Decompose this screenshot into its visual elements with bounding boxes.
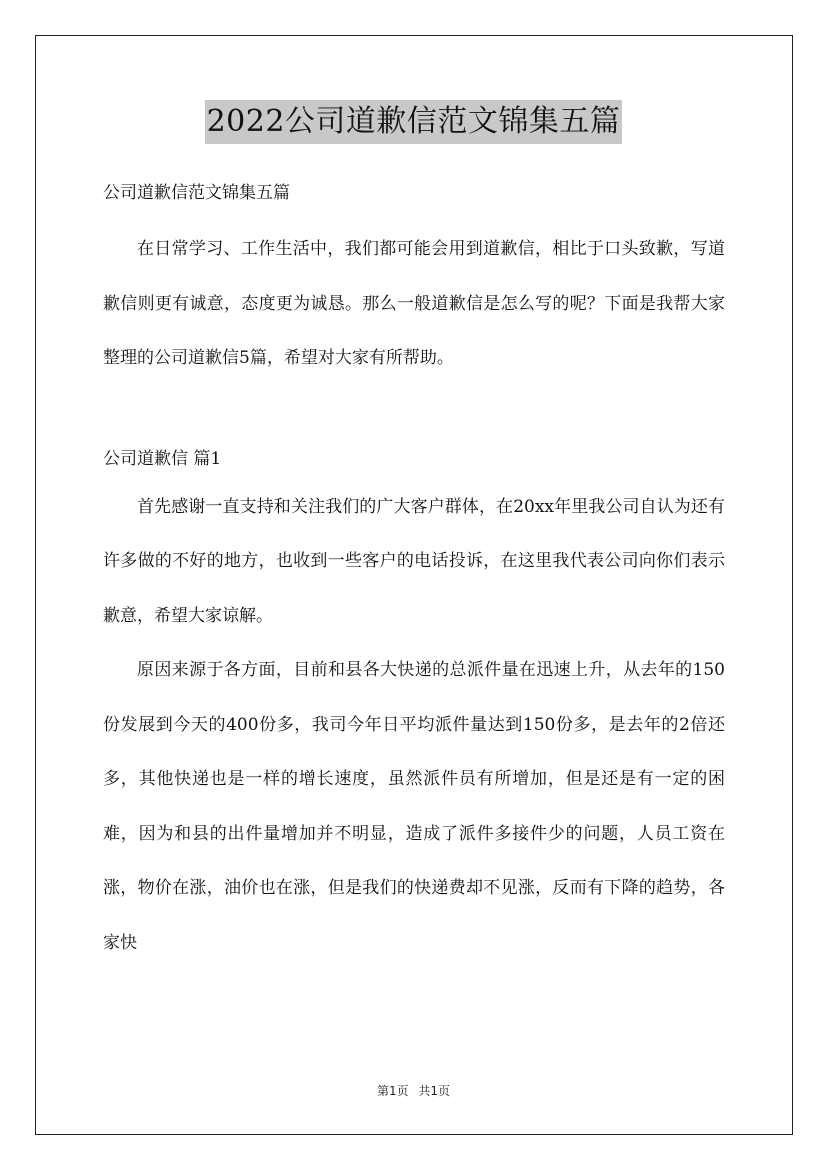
document-body — [103, 174, 725, 970]
page-number: 第1页 — [376, 1084, 409, 1098]
section1-paragraph-1: 首先感谢一直支持和关注我们的广大客户群体，在20xx年里我公司自认为还有许多做的不好的地方，也收到一些客户的电话投诉，在这里我代表公司向你们表示歉意，希望大家谅解。 — [103, 496, 725, 626]
page-footer — [0, 1082, 827, 1099]
intro-heading: 公司道歉信范文锦集五篇 — [103, 183, 290, 203]
spacer — [103, 386, 725, 432]
section1-paragraph-2: 原因来源于各方面，目前和县各大快递的总派件量在迅速上升，从去年的150份发展到今天的400份多，我司今年日平均派件量达到150份多，是去年的2倍还多，其他快递也是一样的增长速度，虽然派件员有所增加，但是还是有一定的困难，因为和县的出件量增加并不明显，造成了派件多接件少的问题，人员工资在涨，物价在涨，油价也在涨，但是我们的快递费却不见涨，反而有下降的趋势，各家快 — [103, 660, 725, 953]
document-title: 2022公司道歉信范文锦集五篇 — [205, 100, 623, 144]
title-container — [0, 100, 827, 144]
intro-paragraph: 在日常学习、工作生活中，我们都可能会用到道歉信，相比于口头致歉，写道歉信则更有诚意，态度更为诚恳。那么一般道歉信是怎么写的呢？下面是我帮大家整理的公司道歉信5篇，希望对大家有所帮助。 — [103, 239, 725, 368]
section1-heading: 公司道歉信 篇1 — [103, 448, 222, 469]
page-total: 共1页 — [418, 1084, 451, 1098]
